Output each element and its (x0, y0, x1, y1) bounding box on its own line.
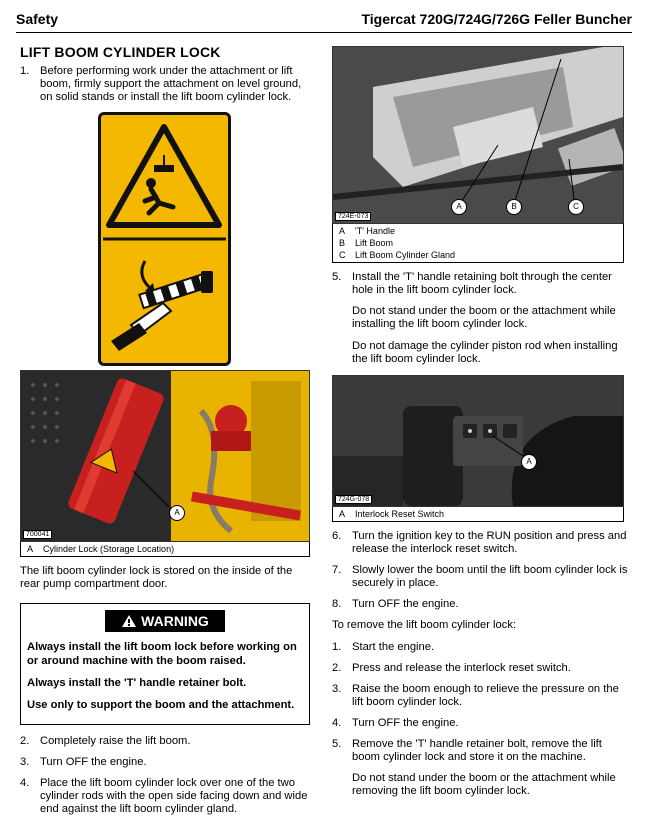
storage-text: The lift boom cylinder lock is stored on the inside of the rear pump compartment door. (20, 565, 293, 590)
caption-letter: A (27, 544, 34, 554)
photo-boom-lock (332, 46, 624, 224)
warning-box (20, 603, 310, 725)
legend-letter: C (339, 250, 346, 260)
removal-step-4 (332, 717, 628, 730)
step-number: 5. (332, 738, 342, 750)
warning-text-3: Use only to support the boom and the attachment. (27, 699, 295, 711)
step-text: Place the lift boom cylinder lock over one of the two cylinder rods with the open side facing down and wide end against the lift boom cylinder gland. (40, 777, 308, 815)
photo-id: 700041 (23, 530, 52, 539)
step-7 (332, 564, 628, 590)
header-section: Safety (16, 11, 59, 27)
warning-label: WARNING (141, 613, 209, 629)
step-2 (20, 735, 310, 748)
note-install-damage: Do not damage the cylinder piston rod when installing the lift boom cylinder lock. (352, 340, 618, 365)
legend-item (339, 249, 617, 261)
step-text: Remove the 'T' handle retainer bolt, remove the lift boom cylinder lock and store it on the machine. (352, 738, 602, 763)
warning-text-2: Always install the 'T' handle retainer bolt. (27, 677, 247, 689)
step-number: 3. (332, 683, 342, 695)
step-8 (332, 598, 628, 611)
warning-text-1: Always install the lift boom lock before working on or around machine with the boom raised. (27, 641, 297, 667)
callout-a: A (169, 505, 185, 521)
legend-item (339, 225, 617, 237)
step-number: 7. (332, 564, 342, 576)
step-number: 8. (332, 598, 342, 610)
step-number: 1. (20, 65, 30, 77)
note-install-stand: Do not stand under the boom or the attachment while installing the lift boom cylinder lock. (352, 305, 616, 330)
step-text: Slowly lower the boom until the lift boom cylinder lock is securely in place. (352, 564, 628, 589)
step-number: 1. (332, 641, 342, 653)
removal-step-3 (332, 683, 628, 709)
photo-legend (332, 224, 624, 263)
step-4 (20, 777, 310, 816)
step-text: Press and release the interlock reset switch. (352, 662, 571, 674)
step-1 (20, 65, 310, 104)
caption-letter: A (339, 509, 346, 519)
page-header (16, 8, 632, 33)
crush-hazard-icon (101, 115, 228, 363)
section-title: LIFT BOOM CYLINDER LOCK (20, 44, 221, 60)
callout-a: A (451, 199, 467, 215)
photo-caption (20, 542, 310, 557)
step-text: Turn OFF the engine. (352, 717, 459, 729)
removal-step-1 (332, 641, 628, 654)
note-removal-stand: Do not stand under the boom or the attachment while removing the lift boom cylinder lock. (352, 772, 616, 797)
step-text: Turn OFF the engine. (40, 756, 147, 768)
photo-caption (332, 507, 624, 522)
step-6 (332, 530, 628, 556)
step-text: Before performing work under the attachment or lift boom, firmly support the attachment on level ground, on solid stands or install the lift boom cylinder lock. (40, 65, 302, 103)
right-column (332, 46, 628, 807)
removal-step-2 (332, 662, 628, 675)
legend-text: 'T' Handle (355, 226, 395, 236)
warning-title (105, 610, 225, 632)
step-number: 2. (332, 662, 342, 674)
step-number: 2. (20, 735, 30, 747)
legend-letter: A (339, 226, 346, 236)
step-text: Install the 'T' handle retaining bolt through the center hole in the lift boom cylinder lock. (352, 271, 612, 296)
legend-text: Lift Boom (355, 238, 394, 248)
step-text: Turn the ignition key to the RUN position and press and release the interlock reset switch. (352, 530, 627, 555)
callout-b: B (506, 199, 522, 215)
callout-a: A (521, 454, 537, 470)
step-5 (332, 271, 628, 297)
step-number: 4. (332, 717, 342, 729)
step-text: Raise the boom enough to relieve the pressure on the lift boom cylinder lock. (352, 683, 619, 708)
step-text: Turn OFF the engine. (352, 598, 459, 610)
photo-id: 724E-073 (335, 212, 371, 221)
step-number: 3. (20, 756, 30, 768)
step-text: Completely raise the lift boom. (40, 735, 191, 747)
step-number: 6. (332, 530, 342, 542)
legend-letter: B (339, 238, 346, 248)
removal-intro: To remove the lift boom cylinder lock: (332, 619, 517, 631)
safety-decal (98, 112, 231, 366)
header-manual-title: Tigercat 720G/724G/726G Feller Buncher (361, 11, 632, 27)
callout-c: C (568, 199, 584, 215)
warning-triangle-icon (121, 614, 137, 628)
caption-text: Interlock Reset Switch (355, 509, 445, 519)
photo-lock-storage (20, 370, 310, 542)
step-number: 5. (332, 271, 342, 283)
step-number: 4. (20, 777, 30, 789)
photo-id: 724G-078 (335, 495, 372, 504)
caption-text: Cylinder Lock (Storage Location) (43, 544, 175, 554)
legend-text: Lift Boom Cylinder Gland (355, 250, 456, 260)
removal-step-5 (332, 738, 628, 764)
legend-item (339, 237, 617, 249)
left-column (20, 44, 310, 824)
step-3 (20, 756, 310, 769)
photo-interlock-switch (332, 375, 624, 507)
step-text: Start the engine. (352, 641, 435, 653)
